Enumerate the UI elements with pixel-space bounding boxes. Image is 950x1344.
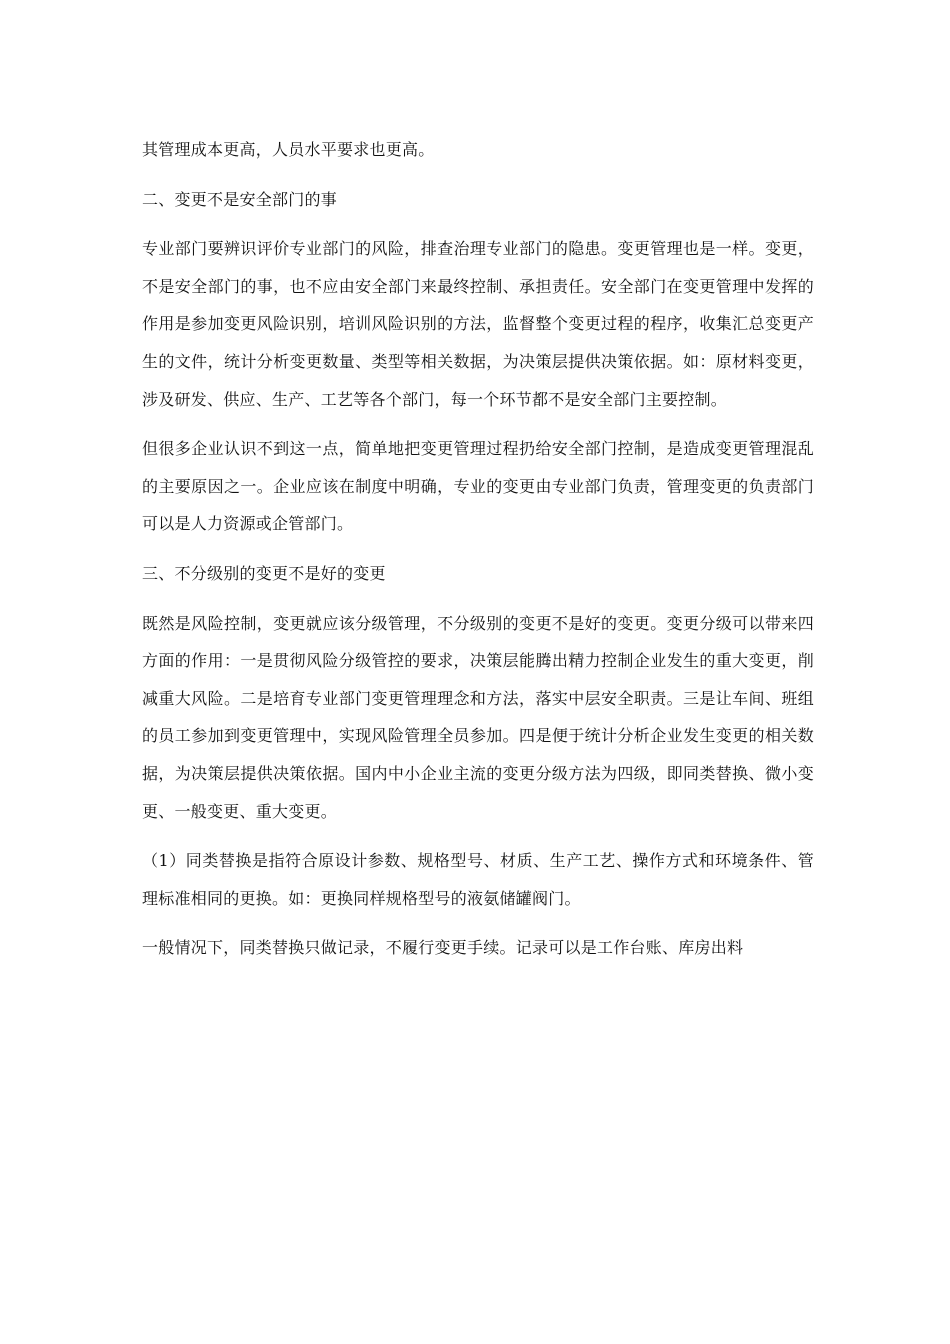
section-heading-3: 三、不分级别的变更不是好的变更 xyxy=(142,563,386,583)
paragraph-grading: 既然是风险控制，变更就应该分级管理，不分级别的变更不是好的变更。变更分级可以带来四方面的作用：一是贯彻风险分级管控的要求，决策层能腾出精力控制企业发生的重大变更，削减重大风险。二是培育专业部门变更管理理念和方法，落实中层安全职责。三是让车间、班组的员工参加到变更管理中，实现风险管理全员参加。四是便于统计分析企业发生变更的相关数据，为决策层提供决策依据。国内中小企业主流的变更分级方法为四级，即同类替换、微小变更、一般变更、重大变更。 xyxy=(142,613,814,821)
document-body xyxy=(142,131,814,967)
paragraph-cost: 其管理成本更高，人员水平要求也更高。 xyxy=(142,140,435,159)
paragraph-enterprise-misunderstanding: 但很多企业认识不到这一点，简单地把变更管理过程扔给安全部门控制，是造成变更管理混乱的主要原因之一。企业应该在制度中明确，专业的变更由专业部门负责，管理变更的负责部门可以是人力资源或企管部门。 xyxy=(142,439,814,534)
paragraph-same-replacement: （1）同类替换是指符合原设计参数、规格型号、材质、生产工艺、操作方式和环境条件、管理标准相同的更换。如：更换同样规格型号的液氨储罐阀门。 xyxy=(142,851,814,908)
section-heading-2: 二、变更不是安全部门的事 xyxy=(142,189,338,209)
paragraph-department-role: 专业部门要辨识评价专业部门的风险，排查治理专业部门的隐患。变更管理也是一样。变更，不是安全部门的事，也不应由安全部门来最终控制、承担责任。安全部门在变更管理中发挥的作用是参加变更风险识别，培训风险识别的方法，监督整个变更过程的程序，收集汇总变更产生的文件，统计分析变更数量、类型等相关数据，为决策层提供决策依据。如：原材料变更，涉及研发、供应、生产、工艺等各个部门，每一个环节都不是安全部门主要控制。 xyxy=(142,239,814,409)
paragraph-record-only: 一般情况下，同类替换只做记录，不履行变更手续。记录可以是工作台账、库房出料 xyxy=(142,938,744,958)
